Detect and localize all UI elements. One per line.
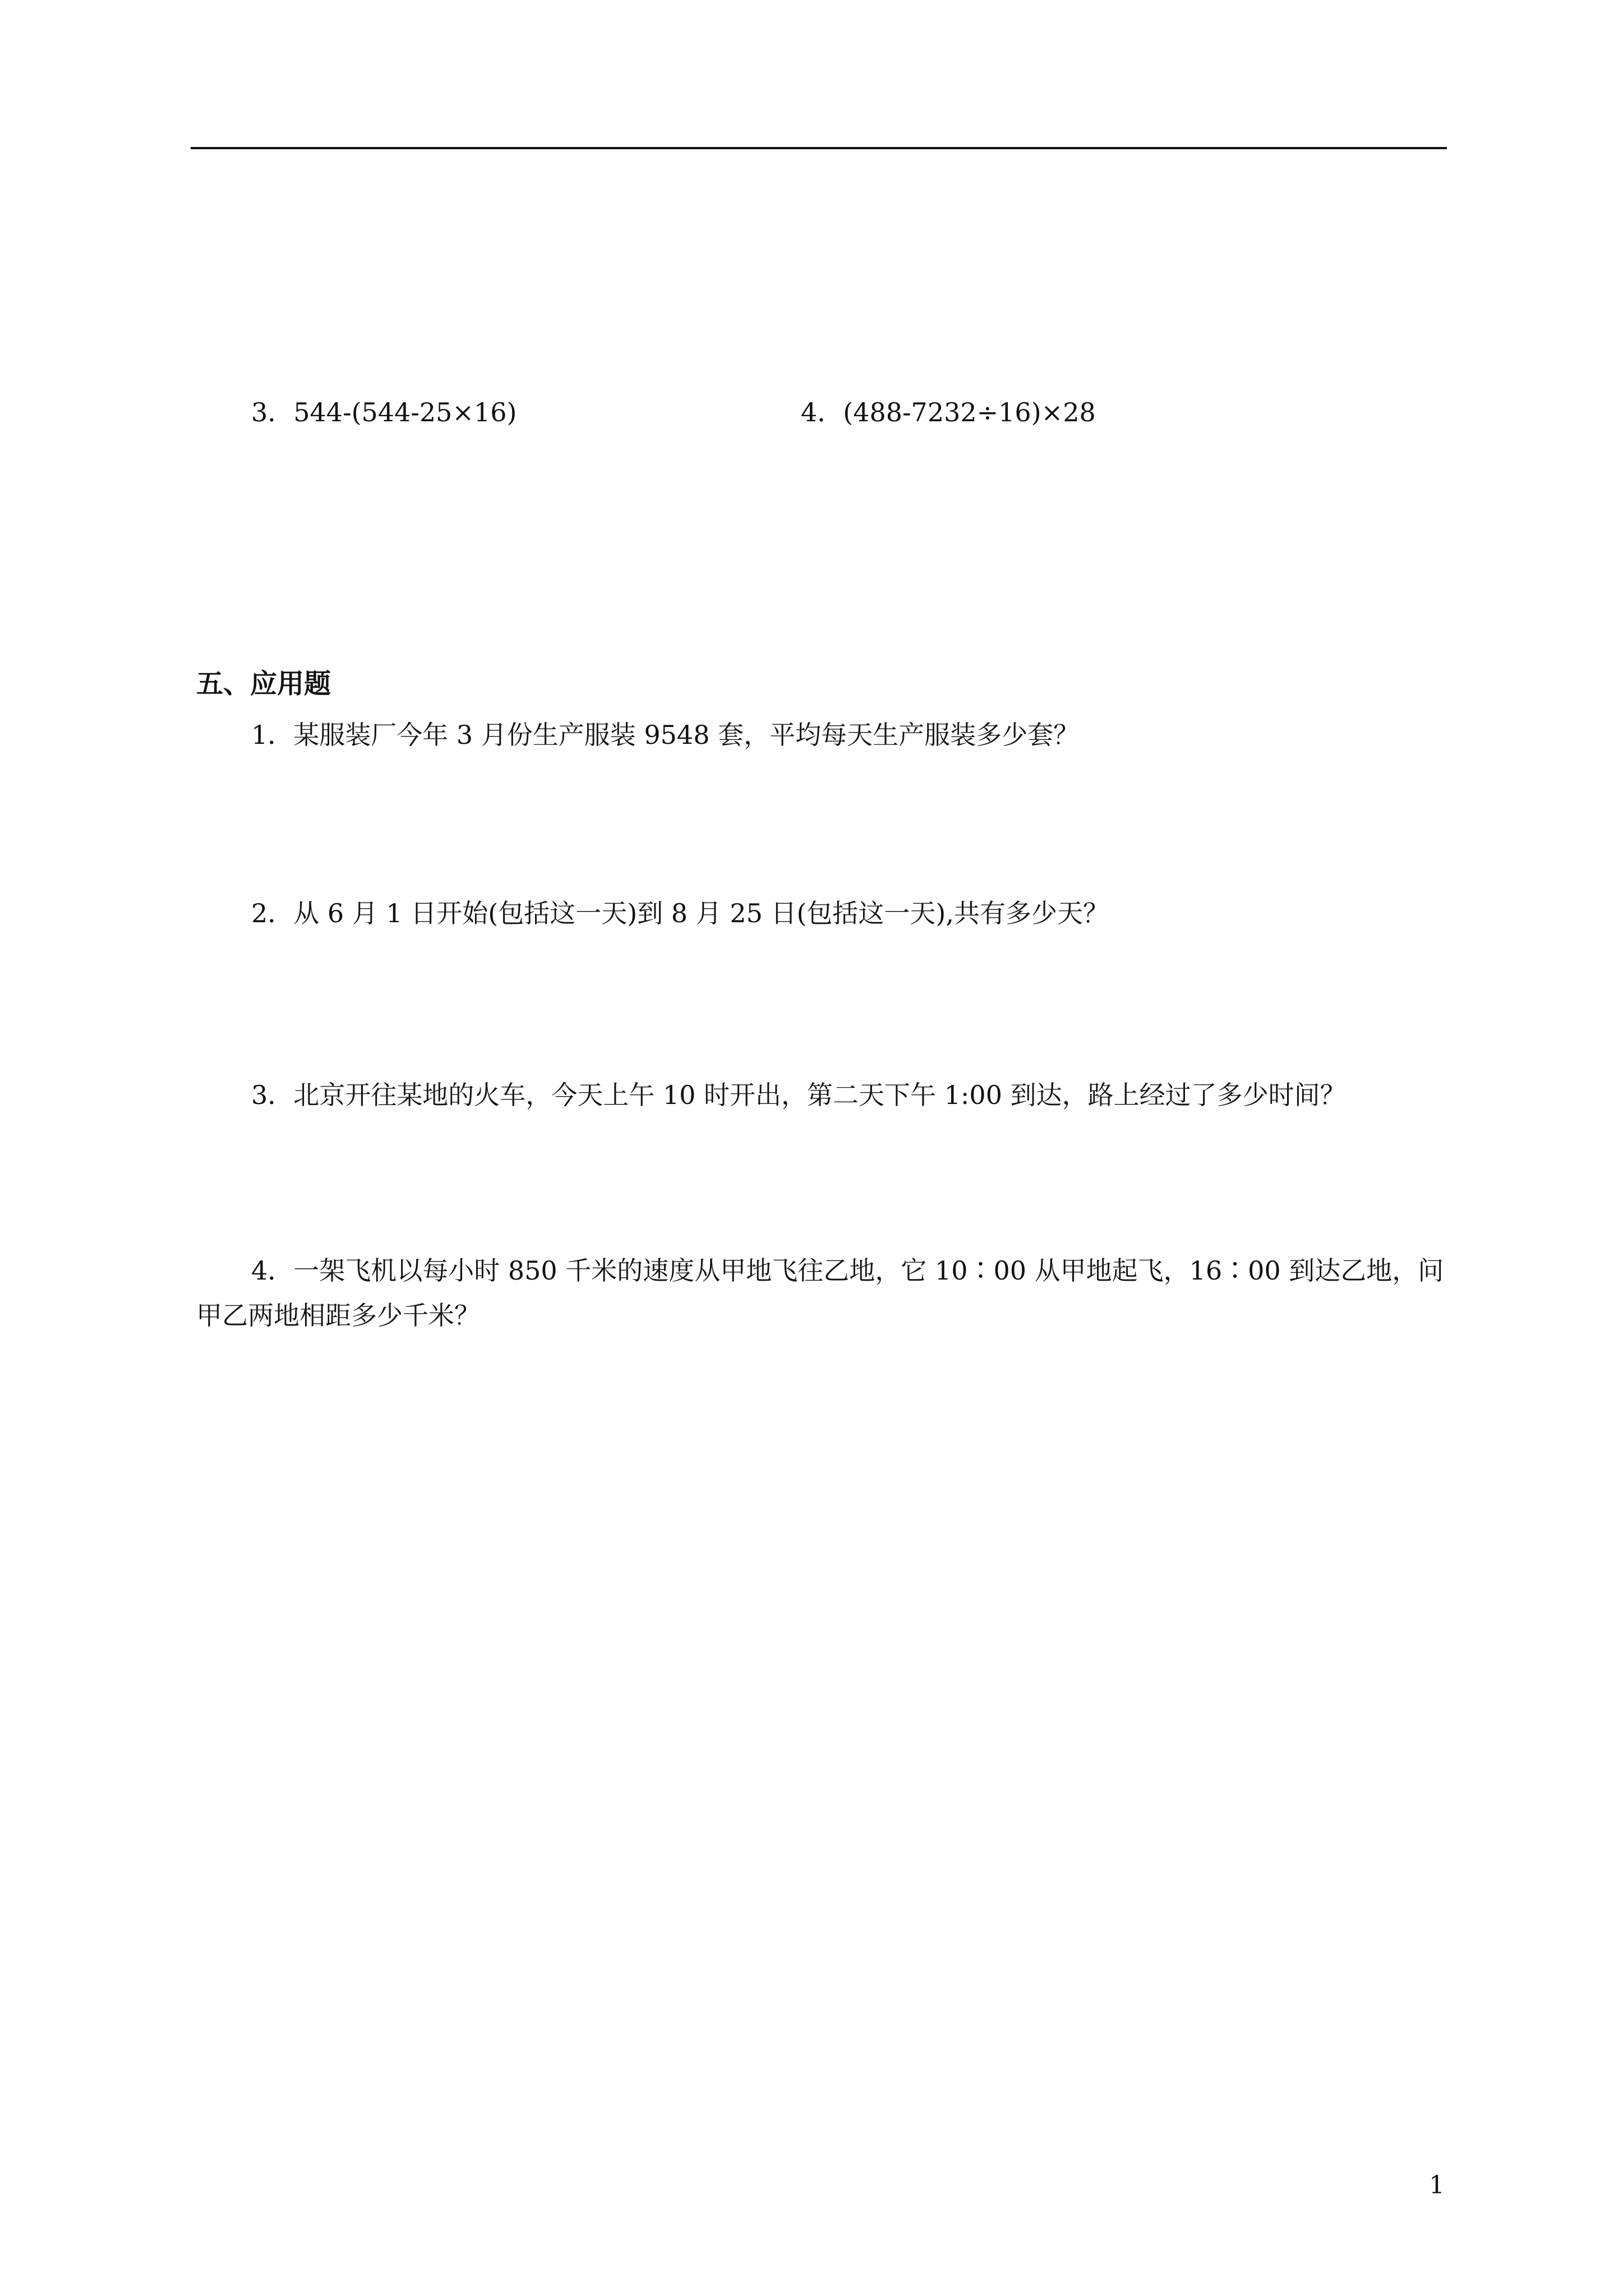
application-question-3: 3．北京开往某地的火车，今天上午 10 时开出，第二天下午 1:00 到达，路上经过了多少时间？	[251, 1080, 1346, 1110]
header-rule	[191, 147, 1447, 149]
application-question-4: 4．一架飞机以每小时 850 千米的速度从甲地飞往乙地，它 10∶00 从甲地起飞，16∶00 到达乙地，问甲乙两地相距多少千米？	[196, 1255, 1444, 1331]
section-title: 五、应用题	[196, 668, 331, 700]
application-question-1: 1．某服装厂今年 3 月份生产服装 9548 套，平均每天生产服装多少套？	[251, 720, 1080, 750]
application-question-2: 2．从 6 月 1 日开始(包括这一天)到 8 月 25 日(包括这一天),共有多少天？	[251, 898, 1109, 928]
calculation-item-4: 4．(488-7232÷16)×28	[801, 397, 1096, 427]
calculation-item-3: 3．544-(544-25×16)	[251, 397, 517, 427]
page-number: 1	[1429, 2171, 1445, 2200]
